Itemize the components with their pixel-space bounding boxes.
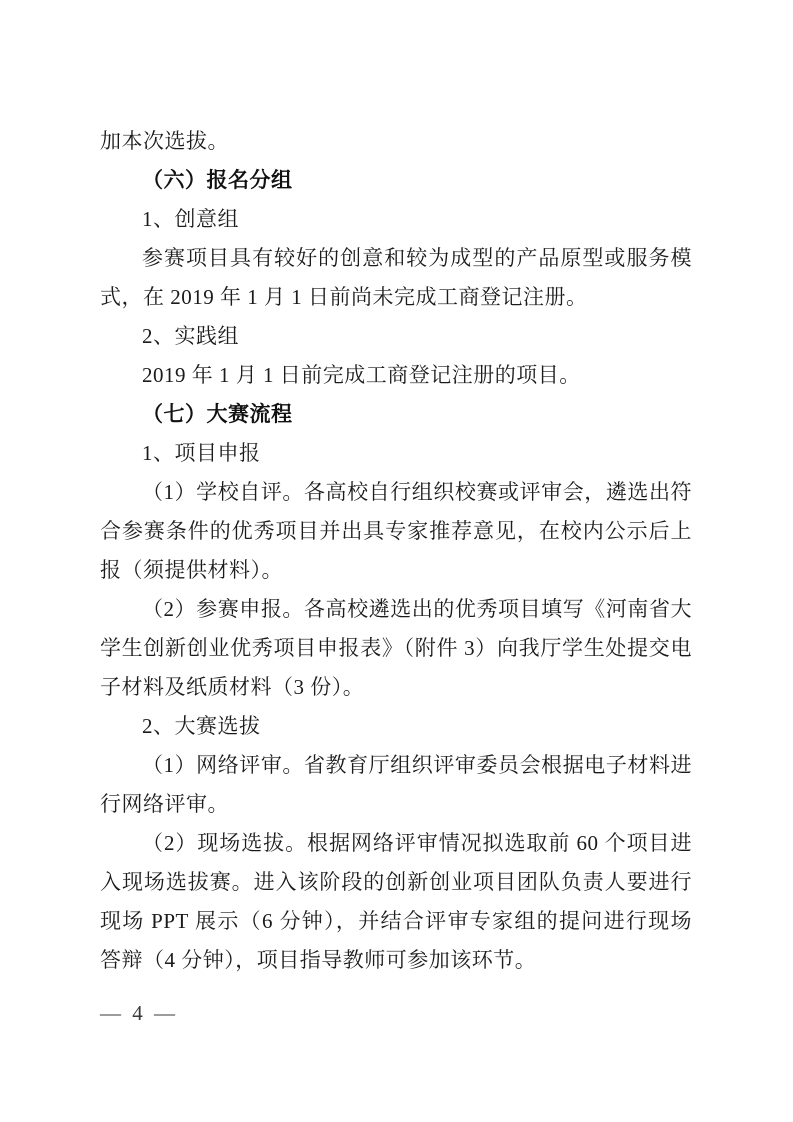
paragraph: （1）网络评审。省教育厅组织评审委员会根据电子材料进行网络评审。 bbox=[100, 753, 692, 816]
paragraph: 2019 年 1 月 1 日前完成工商登记注册的项目。 bbox=[142, 363, 581, 387]
paragraph: 1、项目申报 bbox=[142, 441, 261, 465]
paragraph: （2）现场选拔。根据网络评审情况拟选取前 60 个项目进入现场选拔赛。进入该阶段的创新创业项目团队负责人要进行现场 PPT 展示（6 分钟），并结合评审专家组的提问进行现场答辩（4 分钟），项目指导教师可参加该环节。 bbox=[100, 831, 692, 972]
document-body bbox=[100, 122, 692, 980]
paragraph: 2、实践组 bbox=[142, 324, 239, 348]
page-footer bbox=[100, 994, 175, 1033]
paragraph: （2）参赛申报。各高校遴选出的优秀项目填写《河南省大学生创新创业优秀项目申报表》（附件 3）向我厅学生处提交电子材料及纸质材料（3 份）。 bbox=[100, 597, 692, 699]
section-heading: （六）报名分组 bbox=[142, 168, 293, 192]
section-heading: （七）大赛流程 bbox=[142, 402, 293, 426]
paragraph: 2、大赛选拔 bbox=[142, 714, 261, 738]
page-number: — 4 — bbox=[100, 1001, 175, 1025]
paragraph: 参赛项目具有较好的创意和较为成型的产品原型或服务模式，在 2019 年 1 月 1 日前尚未完成工商登记注册。 bbox=[100, 246, 692, 309]
paragraph: 1、创意组 bbox=[142, 207, 239, 231]
paragraph: 加本次选拔。 bbox=[100, 129, 229, 153]
paragraph: （1）学校自评。各高校自行组织校赛或评审会，遴选出符合参赛条件的优秀项目并出具专家推荐意见，在校内公示后上报（须提供材料）。 bbox=[100, 480, 692, 582]
